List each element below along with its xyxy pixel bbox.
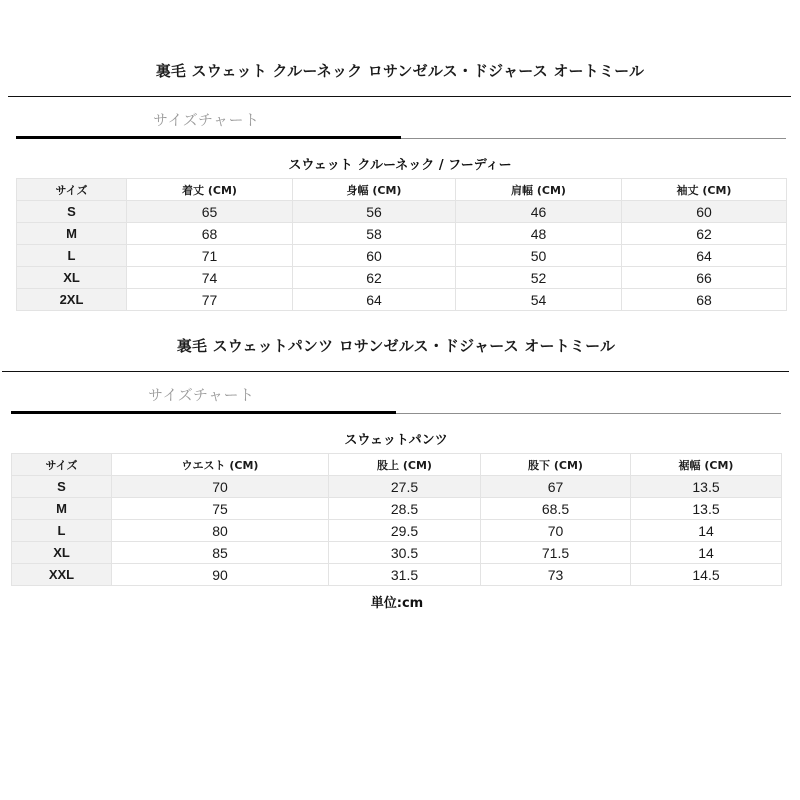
product-title: 裏毛 スウェットパンツ ロサンゼルス・ドジャース オートミール [176, 337, 616, 355]
value-cell: 68 [127, 223, 293, 245]
value-cell: 71.5 [481, 542, 631, 564]
value-cell: 64 [293, 289, 456, 311]
value-cell: 75 [112, 498, 329, 520]
size-cell: S [12, 476, 112, 498]
value-cell: 29.5 [329, 520, 481, 542]
unit-note: 単位:cm [370, 596, 424, 611]
value-cell: 68.5 [481, 498, 631, 520]
column-header-size: サイズ [17, 179, 127, 201]
value-cell: 73 [481, 564, 631, 586]
size-cell: 2XL [17, 289, 127, 311]
value-cell: 14 [631, 520, 782, 542]
table-row [12, 498, 782, 520]
value-cell: 68 [622, 289, 787, 311]
product-title: 裏毛 スウェット クルーネック ロサンゼルス・ドジャース オートミール [155, 62, 645, 80]
value-cell: 14.5 [631, 564, 782, 586]
value-cell: 46 [456, 201, 622, 223]
table-row [17, 289, 787, 311]
value-cell: 56 [293, 201, 456, 223]
title-divider [8, 96, 791, 97]
value-cell: 90 [112, 564, 329, 586]
value-cell: 28.5 [329, 498, 481, 520]
size-cell: XL [12, 542, 112, 564]
column-header-hem-width: 裾幅 (CM) [631, 454, 782, 476]
value-cell: 70 [481, 520, 631, 542]
value-cell: 71 [127, 245, 293, 267]
value-cell: 62 [622, 223, 787, 245]
table-header-row [12, 454, 782, 476]
value-cell: 74 [127, 267, 293, 289]
value-cell: 60 [293, 245, 456, 267]
column-header-shoulder-width: 肩幅 (CM) [456, 179, 622, 201]
value-cell: 77 [127, 289, 293, 311]
tab-active-indicator [11, 411, 396, 414]
value-cell: 48 [456, 223, 622, 245]
size-cell: XXL [12, 564, 112, 586]
column-header-body-width: 身幅 (CM) [293, 179, 456, 201]
tab-size-chart[interactable]: サイズチャート [148, 386, 255, 404]
value-cell: 62 [293, 267, 456, 289]
tab-active-indicator [16, 136, 401, 139]
value-cell: 50 [456, 245, 622, 267]
column-header-sleeve-length: 袖丈 (CM) [622, 179, 787, 201]
column-header-length: 着丈 (CM) [127, 179, 293, 201]
value-cell: 54 [456, 289, 622, 311]
table-header-row [17, 179, 787, 201]
column-header-waist: ウエスト (CM) [112, 454, 329, 476]
table-row [12, 476, 782, 498]
value-cell: 85 [112, 542, 329, 564]
value-cell: 58 [293, 223, 456, 245]
value-cell: 13.5 [631, 476, 782, 498]
size-cell: L [12, 520, 112, 542]
value-cell: 64 [622, 245, 787, 267]
value-cell: 70 [112, 476, 329, 498]
value-cell: 80 [112, 520, 329, 542]
size-cell: XL [17, 267, 127, 289]
tab-size-chart[interactable]: サイズチャート [153, 111, 260, 129]
size-cell: L [17, 245, 127, 267]
size-table-crewneck [16, 178, 787, 311]
table-caption: スウェットパンツ [344, 433, 448, 448]
value-cell: 66 [622, 267, 787, 289]
table-row [17, 201, 787, 223]
table-row [17, 267, 787, 289]
table-row [12, 542, 782, 564]
size-cell: M [12, 498, 112, 520]
value-cell: 27.5 [329, 476, 481, 498]
value-cell: 52 [456, 267, 622, 289]
value-cell: 14 [631, 542, 782, 564]
value-cell: 31.5 [329, 564, 481, 586]
column-header-size: サイズ [12, 454, 112, 476]
value-cell: 30.5 [329, 542, 481, 564]
value-cell: 13.5 [631, 498, 782, 520]
size-cell: S [17, 201, 127, 223]
value-cell: 60 [622, 201, 787, 223]
table-row [12, 520, 782, 542]
size-table-pants [11, 453, 782, 586]
table-caption: スウェット クルーネック / フーディー [288, 158, 512, 173]
table-row [17, 245, 787, 267]
value-cell: 67 [481, 476, 631, 498]
column-header-inseam: 股下 (CM) [481, 454, 631, 476]
column-header-rise: 股上 (CM) [329, 454, 481, 476]
value-cell: 65 [127, 201, 293, 223]
table-row [12, 564, 782, 586]
table-row [17, 223, 787, 245]
title-divider [2, 371, 789, 372]
size-cell: M [17, 223, 127, 245]
